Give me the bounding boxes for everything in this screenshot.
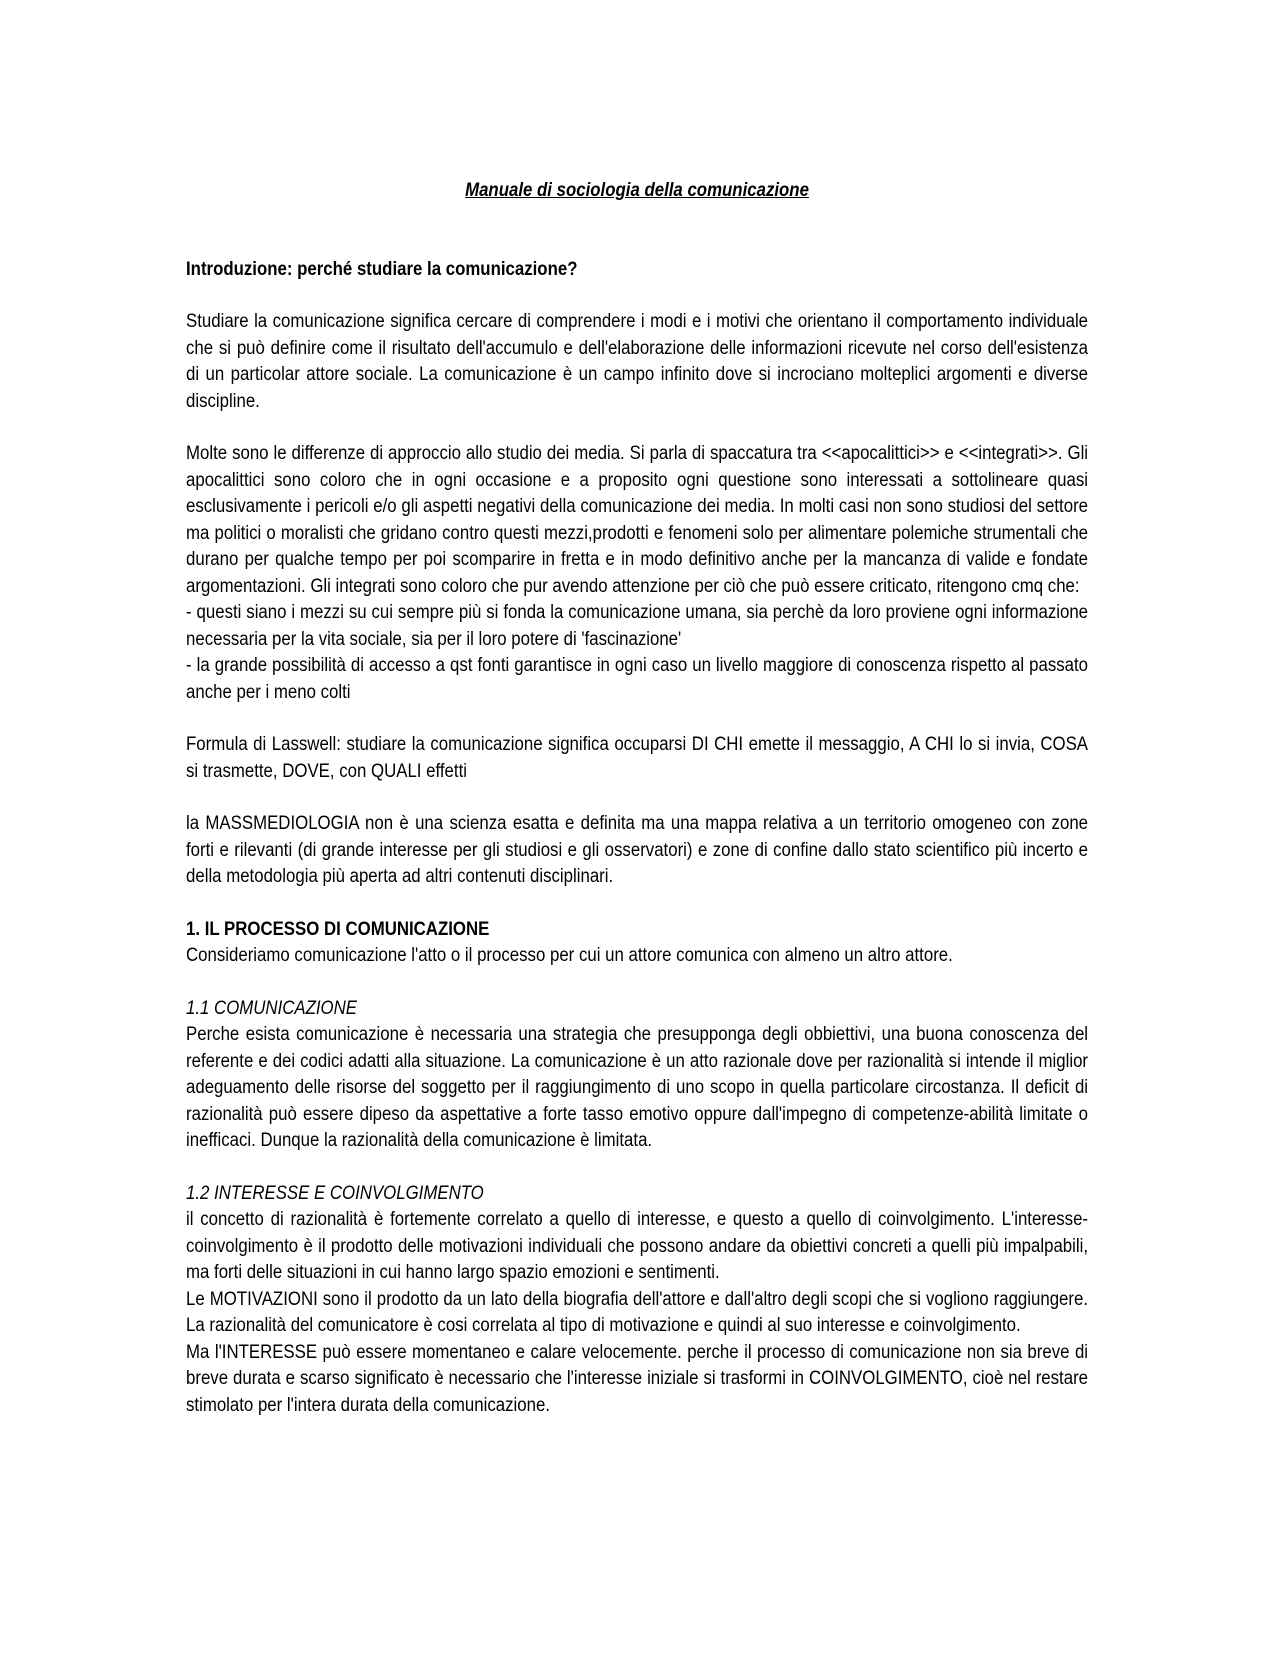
section-1-text: Consideriamo comunicazione l'atto o il processo per cui un attore comunica con almeno un altro attore. bbox=[186, 945, 953, 966]
section-1 bbox=[186, 917, 1088, 970]
section-1-1 bbox=[186, 996, 1088, 1155]
section-1-1-title: 1.1 COMUNICAZIONE bbox=[186, 997, 357, 1019]
intro-paragraph-2: Molte sono le differenze di approccio allo studio dei media. Si parla di spaccatura tra <<apocalittici>> e <<integrati>>. Gli apocalittici sono coloro che in ogni occasione e a proposito ogni questione sono interessati a sottolineare quasi esclusivamente i pericoli e/o gli aspetti negativi della comunicazione dei media. In molti casi non sono studiosi del settore ma politici o moralisti che gridano contro questi mezzi,prodotti e fenomeni solo per alimentare polemiche strumentali che durano per qualche tempo per poi scomparire in fretta e in modo definitivo anche per la mancanza di valide e fondate argomentazioni. Gli integrati sono coloro che pur avendo attenzione per ciò che può essere criticato, ritengono cmq che: bbox=[186, 443, 1089, 597]
intro-paragraph-1: Studiare la comunicazione significa cercare di comprendere i modi e i motivi che orientano il comportamento individuale che si può definire come il risultato dell'accumulo e dell'elaborazione delle informazioni ricevute nel corso dell'esistenza di un particolar attore sociale. La comunicazione è un campo infinito dove si incrociano molteplici argomenti e diverse discipline. bbox=[186, 311, 1089, 412]
section-1-2-paragraph: Ma l'INTERESSE può essere momentaneo e calare velocemente. perche il processo di comunicazione non sia breve di breve durata e scarso significato è necessario che l'interesse iniziale si trasformi in COINVOLGIMENTO, cioè nel restare stimolato per l'intera durata della comunicazione. bbox=[186, 1341, 1089, 1416]
massmediologia-paragraph: la MASSMEDIOLOGIA non è una scienza esatta e definita ma una mappa relativa a un territorio omogeneo con zone forti e rilevanti (di grande interesse per gli studiosi e gli osservatori) e zone di confine dallo stato scientifico più incerto e della metodologia più aperta ad altri contenuti disciplinari. bbox=[186, 813, 1089, 887]
list-item: - la grande possibilità di accesso a qst fonti garantisce in ogni caso un livello maggiore di conoscenza rispetto al passato anche per i meno colti bbox=[186, 655, 1089, 703]
list-item: - questi siano i mezzi su cui sempre più si fonda la comunicazione umana, sia perchè da loro proviene ogni informazione necessaria per la vita sociale, sia per il loro potere di 'fascinazione' bbox=[186, 602, 1089, 650]
section-1-1-text: Perche esista comunicazione è necessaria una strategia che presupponga degli obbiettivi, una buona conoscenza del referente e dei codici adatti alla situazione. La comunicazione è un atto razionale dove per razionalità si intende il miglior adeguamento delle risorse del soggetto per il raggiungimento di uno scopo in quella particolare circostanza. Il deficit di razionalità può essere dipeso da aspettative a forte tasso emotivo oppure dall'impegno di competenze-abilità limitate o inefficaci. Dunque la razionalità della comunicazione è limitata. bbox=[186, 1024, 1089, 1151]
document-title: Manuale di sociologia della comunicazione bbox=[465, 180, 809, 201]
lasswell-paragraph: Formula di Lasswell: studiare la comunicazione significa occuparsi DI CHI emette il messaggio, A CHI lo si invia, COSA si trasmette, DOVE, con QUALI effetti bbox=[186, 734, 1089, 782]
intro-paragraph-group-2 bbox=[186, 441, 1088, 706]
section-1-2-title: 1.2 INTERESSE E COINVOLGIMENTO bbox=[186, 1182, 484, 1204]
intro-heading: Introduzione: perché studiare la comunicazione? bbox=[186, 258, 578, 280]
section-1-2-paragraph: il concetto di razionalità è fortemente correlato a quello di interesse, e questo a quello di coinvolgimento. L'interesse-coinvolgimento è il prodotto delle motivazioni individuali che possono andare da obiettivi concreti a quelli più impalpabili, ma forti delle situazioni in cui hanno largo spazio emozioni e sentimenti. bbox=[186, 1209, 1089, 1283]
section-1-2-paragraph: Le MOTIVAZIONI sono il prodotto da un lato della biografia dell'attore e dall'altro degli scopi che si vogliono raggiungere. La razionalità del comunicatore è cosi correlata al tipo di motivazione e quindi al suo interesse e coinvolgimento. bbox=[186, 1288, 1089, 1336]
section-1-2 bbox=[186, 1181, 1088, 1420]
section-1-title: 1. IL PROCESSO DI COMUNICAZIONE bbox=[186, 918, 490, 940]
document-page bbox=[186, 178, 1088, 1445]
